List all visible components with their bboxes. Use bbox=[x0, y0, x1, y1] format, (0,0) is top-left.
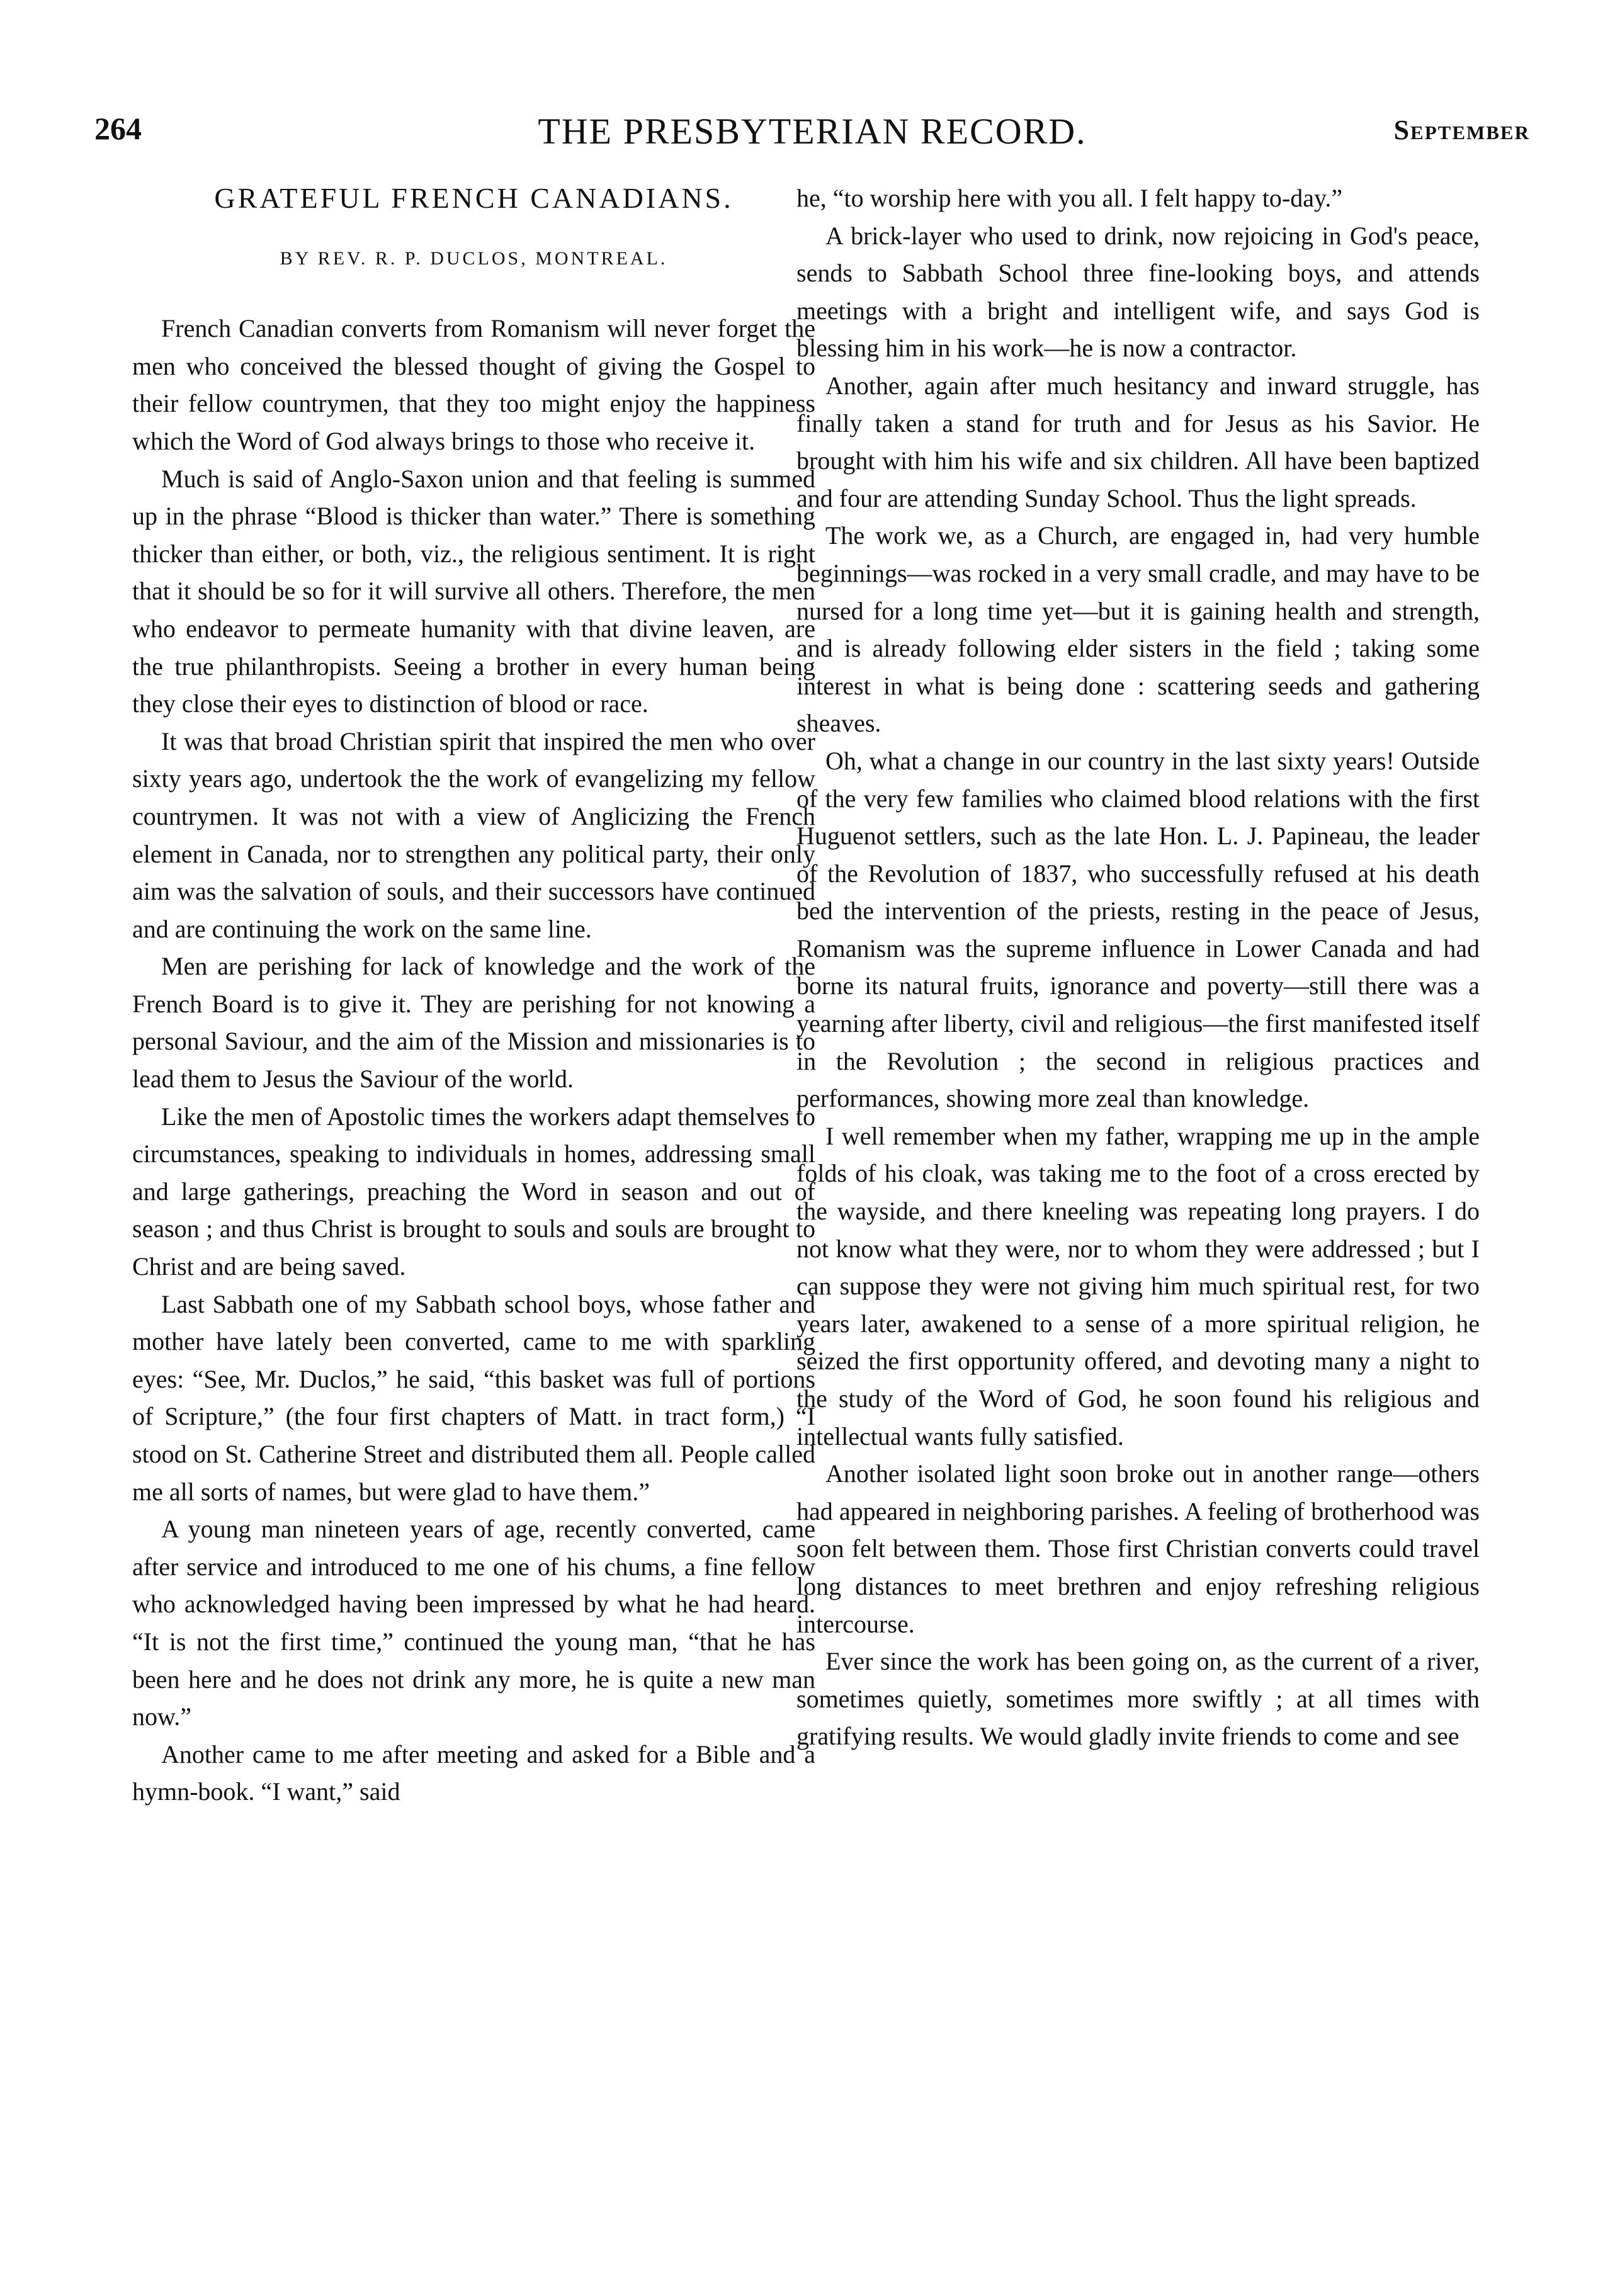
paragraph: A young man nineteen years of age, recently converted, came after service and introduced to me one of his chums, a fine fellow who acknowledged having been impressed by what he had heard. “It is not the first time,” continued the young man, “that he has been here and he does not drink any more, he is quite a new man now.” bbox=[132, 1515, 815, 1731]
left-column bbox=[132, 179, 815, 1811]
paragraph: It was that broad Christian spirit that inspired the men who over sixty years ago, undertook the the work of evangelizing my fellow countrymen. It was not with a view of Anglicizing the French element in Canada, nor to strengthen any political party, their only aim was the salvation of souls, and their successors have continued and are continuing the work on the same line. bbox=[132, 727, 815, 943]
paragraph: Last Sabbath one of my Sabbath school boys, whose father and mother have lately been converted, came to me with sparkling eyes: “See, Mr. Duclos,” he said, “this basket was full of portions of Scripture,” (the four first chapters of Matt. in tract form,) “I stood on St. Catherine Street and distributed them all. People called me all sorts of names, but were glad to have them.” bbox=[132, 1289, 815, 1506]
paragraph-continuation: he, “to worship here with you all. I felt happy to-day.” bbox=[796, 184, 1343, 212]
paragraph: Much is said of Anglo-Saxon union and that feeling is summed up in the phrase “Blood is thicker than water.” There is something thicker than either, or both, viz., the religious sentiment. It is right that it should be so for it will survive all others. Therefore, the men who endeavor to permeate humanity with that divine leaven, are the true philanthropists. Seeing a brother in every human being they close their eyes to distinction of blood or race. bbox=[132, 464, 815, 718]
running-header bbox=[94, 110, 1530, 161]
paragraph: Men are perishing for lack of knowledge and the work of the French Board is to give it. They are perishing for not knowing a personal Saviour, and the aim of the Mission and missionaries is to lead them to Jesus the Saviour of the world. bbox=[132, 952, 815, 1094]
paragraph: A brick-layer who used to drink, now rejoicing in God's peace, sends to Sabbath School three fine-looking boys, and attends meetings with a bright and intelligent wife, and says God is blessing him in his work—he is now a contractor. bbox=[796, 221, 1480, 363]
right-column bbox=[796, 179, 1480, 1755]
paragraph: Another, again after much hesitancy and inward struggle, has finally taken a stand for truth and for Jesus as his Savior. He brought with him his wife and six children. All have been baptized and four are attending Sunday School. Thus the light spreads. bbox=[796, 371, 1480, 512]
paragraph: Like the men of Apostolic times the workers adapt themselves to circumstances, speaking to individuals in homes, addressing small and large gatherings, preaching the Word in season and out of season ; and thus Christ is brought to souls and souls are brought to Christ and are being saved. bbox=[132, 1102, 815, 1281]
paragraph: Another isolated light soon broke out in another range—others had appeared in neighboring parishes. A feeling of brotherhood was soon felt between them. Those first Christian converts could travel long distances to meet brethren and enjoy refreshing religious intercourse. bbox=[796, 1459, 1480, 1638]
paragraph: I well remember when my father, wrapping me up in the ample folds of his cloak, was taking me to the foot of a cross erected by the wayside, and there kneeling was repeating long prayers. I do not know what they were, nor to whom they were addressed ; but I can suppose they were not giving him much spiritual rest, for two years later, awakened to a sense of a more spiritual religion, he seized the first opportunity offered, and devoting many a night to the study of the Word of God, he soon found his religious and intellectual wants fully satisfied. bbox=[796, 1121, 1480, 1451]
page-number: 264 bbox=[94, 111, 142, 146]
article-title: GRATEFUL FRENCH CANADIANS. bbox=[214, 182, 734, 214]
journal-title: THE PRESBYTERIAN RECORD. bbox=[538, 111, 1087, 152]
article-byline: BY REV. R. P. DUCLOS, MONTREAL. bbox=[280, 247, 668, 269]
paragraph: The work we, as a Church, are engaged in, had very humble beginnings—was rocked in a very small cradle, and may have to be nursed for a long time yet—but it is gaining health and strength, and is already following elder sisters in the field ; taking some interest in what is being done : scattering seeds and gathering sheaves. bbox=[796, 521, 1480, 738]
paragraph: Ever since the work has been going on, as the current of a river, sometimes quietly, sometimes more swiftly ; at all times with gratifying results. We would gladly invite friends to come and see bbox=[796, 1647, 1480, 1751]
paragraph: Oh, what a change in our country in the last sixty years! Outside of the very few families who claimed blood relations with the first Huguenot settlers, such as the late Hon. L. J. Papineau, the leader of the Revolution of 1837, who successfully refused at his death bed the intervention of the priests, resting in the peace of Jesus, Romanism was the supreme influence in Lower Canada and had borne its natural fruits, ignorance and poverty—still there was a yearning after liberty, civil and religious—the first manifested itself in the Revolution ; the second in religious practices and performances, showing more zeal than knowledge. bbox=[796, 746, 1480, 1113]
paragraph: Another came to me after meeting and asked for a Bible and a hymn-book. “I want,” said bbox=[132, 1739, 815, 1806]
paragraph: French Canadian converts from Romanism will never forget the men who conceived the blessed thought of giving the Gospel to their fellow countrymen, that they too might enjoy the happiness which the Word of God always brings to those who receive it. bbox=[132, 314, 815, 455]
issue-month: September bbox=[1393, 115, 1530, 145]
